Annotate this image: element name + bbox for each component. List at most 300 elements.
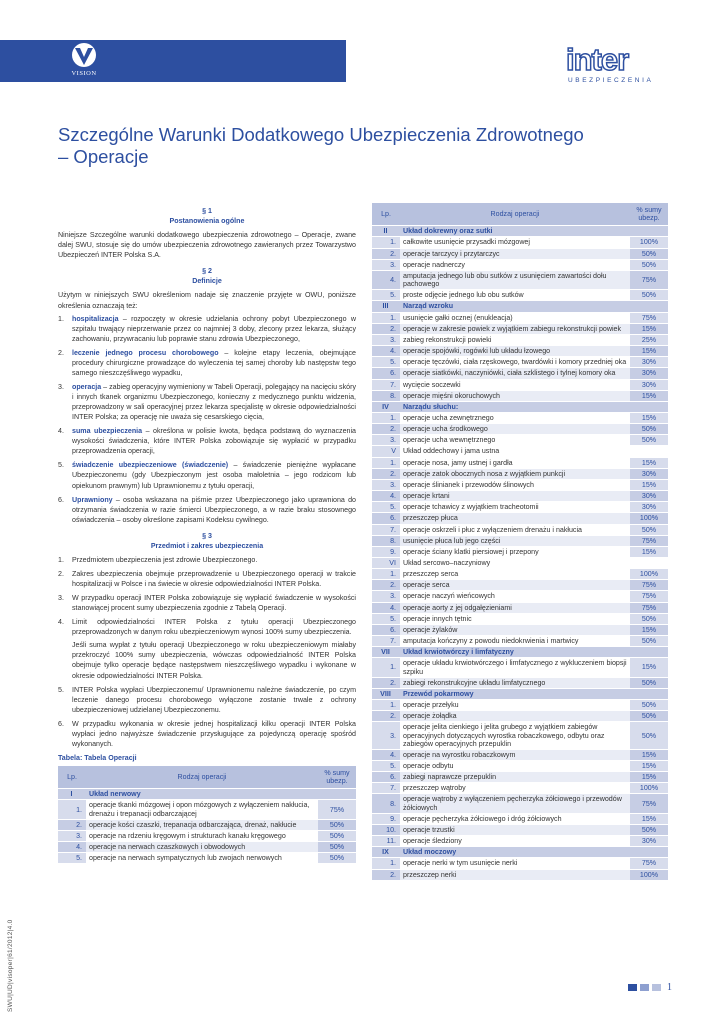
group-number: IV bbox=[372, 401, 400, 412]
operation-name: operacje na rdzeniu kręgowym i strukturach kanału kręgowego bbox=[86, 830, 318, 841]
table-group-row bbox=[372, 847, 668, 858]
definition-text: – określona w polisie kwota, będąca podstawą do wyznaczenia wysokości świadczenia, które INTER Polska zobowiązuje się wypłacić w przypadku przeprowadzenia operacji, bbox=[72, 427, 356, 456]
operation-percent: 75% bbox=[630, 270, 668, 289]
table-row bbox=[372, 569, 668, 580]
operation-name: operacje śledziony bbox=[400, 836, 630, 847]
scope-list bbox=[58, 555, 356, 749]
operation-name: operacje żołądka bbox=[400, 711, 630, 722]
section-1-title: Postanowienia ogólne bbox=[169, 217, 245, 226]
operation-name: amputacja jednego lub obu sutków z usunięciem zawartości dołu pachowego bbox=[400, 270, 630, 289]
row-number: 4. bbox=[372, 749, 400, 760]
row-number: 7. bbox=[372, 379, 400, 390]
item-number: 6. bbox=[58, 719, 64, 728]
scope-text: Zakres ubezpieczenia obejmuje przeprowadzenie u Ubezpieczonego operacji w trakcie hospitalizacji w Polsce i na świecie w okresie odpowiedzialności INTER Polska. bbox=[72, 569, 356, 588]
table-row bbox=[372, 636, 668, 647]
subgroup-name: Układ oddechowy i jama ustna bbox=[400, 446, 668, 457]
operation-name: operacje ucha zewnętrznego bbox=[400, 412, 630, 423]
group-name: Narząd wzroku bbox=[400, 301, 668, 312]
group-number: I bbox=[58, 789, 86, 800]
operation-percent: 25% bbox=[630, 334, 668, 345]
table-group-row bbox=[372, 301, 668, 312]
table-row bbox=[58, 800, 356, 819]
table-row bbox=[372, 824, 668, 835]
row-number: 4. bbox=[372, 491, 400, 502]
definition-text: – świadczenie pieniężne wypłacane Ubezpieczonemu (gdy Ubezpieczonym jest osoba małoletnia – jego rodzicom lub opiekunom prawnym) lub Uprawnionemu z tytułu operacji, bbox=[72, 461, 356, 490]
row-number: 1. bbox=[372, 658, 400, 677]
scope-item bbox=[58, 555, 356, 565]
row-number: 6. bbox=[372, 513, 400, 524]
table-row bbox=[372, 760, 668, 771]
operation-name: operacje naczyń wieńcowych bbox=[400, 591, 630, 602]
definition-item bbox=[58, 426, 356, 456]
item-number: 1. bbox=[58, 555, 64, 564]
operation-percent: 75% bbox=[630, 794, 668, 813]
row-number: 6. bbox=[372, 368, 400, 379]
operation-percent: 75% bbox=[630, 858, 668, 869]
table-row bbox=[372, 457, 668, 468]
table-row bbox=[372, 602, 668, 613]
row-number: 7. bbox=[372, 524, 400, 535]
row-number: 7. bbox=[372, 783, 400, 794]
table-row bbox=[372, 368, 668, 379]
operation-percent: 100% bbox=[630, 869, 668, 880]
scope-item bbox=[58, 685, 356, 715]
operation-name: operacje tchawicy z wyjątkiem tracheotomii bbox=[400, 502, 630, 513]
table-row bbox=[372, 524, 668, 535]
row-number: 3. bbox=[372, 479, 400, 490]
right-column bbox=[372, 203, 668, 881]
operation-percent: 75% bbox=[630, 312, 668, 323]
definition-item bbox=[58, 348, 356, 378]
operation-percent: 100% bbox=[630, 513, 668, 524]
row-number: 8. bbox=[372, 390, 400, 401]
item-number: 4. bbox=[58, 427, 64, 436]
operation-percent: 15% bbox=[630, 546, 668, 557]
row-number: 5. bbox=[372, 760, 400, 771]
table-row bbox=[372, 869, 668, 880]
operation-percent: 75% bbox=[630, 535, 668, 546]
operation-name: operacje żylaków bbox=[400, 624, 630, 635]
definition-text: – rozpoczęty w okresie udzielania ochrony pobyt Ubezpieczonego w szpitalu trwający nieprzerwanie przez co najmniej 3 doby, zlecony przez lekarza, służący zachowaniu, przywracaniu lub poprawie stanu zdrowia Ubezpieczonego, bbox=[72, 314, 356, 343]
section-2-intro: Użytym w niniejszych SWU określeniom nadaje się znaczenie przyjęte w OWU, poniższe określenia oznaczają też: bbox=[58, 291, 356, 310]
operation-percent: 15% bbox=[630, 813, 668, 824]
operation-percent: 15% bbox=[630, 772, 668, 783]
operation-name: usunięcie płuca lub jego części bbox=[400, 535, 630, 546]
row-number: 2. bbox=[372, 424, 400, 435]
table-row bbox=[372, 435, 668, 446]
operation-name: amputacja kończyny z powodu niedokrwienia i martwicy bbox=[400, 636, 630, 647]
col-lp: Lp. bbox=[372, 203, 400, 226]
operation-name: zabiegi rekonstrukcyjne układu limfatycznego bbox=[400, 677, 630, 688]
operation-percent: 50% bbox=[630, 711, 668, 722]
operation-name: operacje aorty z jej odgałęzieniami bbox=[400, 602, 630, 613]
table-subgroup-row bbox=[372, 446, 668, 457]
table-row bbox=[58, 819, 356, 830]
table-row bbox=[372, 658, 668, 677]
row-number: 1. bbox=[372, 412, 400, 423]
row-number: 10. bbox=[372, 824, 400, 835]
operation-percent: 15% bbox=[630, 658, 668, 677]
definition-term: Uprawniony bbox=[72, 495, 113, 504]
operation-name: operacje zatok obocznych nosa z wyjątkiem punkcji bbox=[400, 468, 630, 479]
title-line-2: – Operacje bbox=[58, 146, 149, 168]
definition-item bbox=[58, 495, 356, 525]
group-number: VIII bbox=[372, 688, 400, 699]
footer-square-3 bbox=[652, 984, 661, 991]
table-row bbox=[372, 624, 668, 635]
row-number: 3. bbox=[372, 435, 400, 446]
table-row bbox=[372, 591, 668, 602]
scope-item bbox=[58, 569, 356, 589]
col-pct: % sumy ubezp. bbox=[318, 766, 356, 789]
operation-percent: 30% bbox=[630, 368, 668, 379]
operation-percent: 75% bbox=[630, 580, 668, 591]
operation-name: przeszczep wątroby bbox=[400, 783, 630, 794]
table-row bbox=[372, 783, 668, 794]
inter-logo bbox=[566, 44, 668, 84]
table-row bbox=[372, 794, 668, 813]
operation-name: operacje trzustki bbox=[400, 824, 630, 835]
definition-term: suma ubezpieczenia bbox=[72, 427, 143, 436]
group-number: II bbox=[372, 226, 400, 237]
scope-text: Limit odpowiedzialności INTER Polska z tytułu operacji Ubezpieczonego przeprowadzonych w danym roku ubezpieczeniowym wynosi 100% sumy ubezpieczenia. bbox=[72, 618, 356, 637]
operation-percent: 50% bbox=[630, 290, 668, 301]
row-number: 8. bbox=[372, 535, 400, 546]
scope-item bbox=[58, 617, 356, 680]
scope-text: W przypadku operacji INTER Polska zobowiązuje się wypłacić świadczenie w wysokości stanowiącej procent sumy ubezpieczenia zgodnie z Tabelą Operacji. bbox=[72, 594, 356, 613]
col-name: Rodzaj operacji bbox=[86, 766, 318, 789]
operation-name: operacje przełyku bbox=[400, 700, 630, 711]
operation-name: operacje oskrzeli i płuc z wyłączeniem drenażu i nakłucia bbox=[400, 524, 630, 535]
table-row bbox=[372, 479, 668, 490]
row-number: 3. bbox=[372, 259, 400, 270]
operation-name: operacje serca bbox=[400, 580, 630, 591]
row-number: 4. bbox=[372, 346, 400, 357]
operation-name: operacje ucha wewnętrznego bbox=[400, 435, 630, 446]
table-group-row bbox=[58, 789, 356, 800]
subgroup-name: Układ sercowo–naczyniowy bbox=[400, 558, 668, 569]
section-1-number: § 1 bbox=[202, 207, 212, 215]
definition-text: – kolejne etapy leczenia, obejmujące procedury chirurgiczne prowadzące do wyleczenia tej samej choroby lub następstw tego samego nieszczęśliwego wypadku, bbox=[72, 348, 356, 377]
footer-square-2 bbox=[640, 984, 649, 991]
operation-percent: 75% bbox=[630, 591, 668, 602]
row-number: 1. bbox=[372, 312, 400, 323]
definition-term: hospitalizacja bbox=[72, 314, 119, 323]
row-number: 3. bbox=[372, 334, 400, 345]
table-row bbox=[372, 836, 668, 847]
operation-name: operacje krtani bbox=[400, 491, 630, 502]
table-row bbox=[372, 290, 668, 301]
row-number: 2. bbox=[372, 468, 400, 479]
section-3-number: § 3 bbox=[202, 531, 212, 540]
operations-table-right bbox=[372, 203, 668, 881]
row-number: 3. bbox=[58, 830, 86, 841]
operation-name: operacje nerki w tym usunięcie nerki bbox=[400, 858, 630, 869]
group-number: III bbox=[372, 301, 400, 312]
item-number: 4. bbox=[58, 618, 64, 627]
operation-name: proste odjęcie jednego lub obu sutków bbox=[400, 290, 630, 301]
col-name: Rodzaj operacji bbox=[400, 203, 630, 226]
row-number: 4. bbox=[372, 602, 400, 613]
operation-name: operacje wątroby z wyłączeniem pęcherzyka żółciowego i przewodów żółciowych bbox=[400, 794, 630, 813]
table-row bbox=[372, 259, 668, 270]
scope-text: W przypadku wykonania w okresie jednej hospitalizacji kilku operacji INTER Polska wypłaci jedno najwyższe świadczenie przysługujące za pojedynczą operację spośród wykonanych. bbox=[72, 719, 356, 748]
left-column bbox=[58, 200, 356, 864]
operation-name: operacje mięśni okoruchowych bbox=[400, 390, 630, 401]
operation-percent: 50% bbox=[318, 830, 356, 841]
table-row bbox=[372, 613, 668, 624]
table-row bbox=[372, 491, 668, 502]
table-row bbox=[58, 853, 356, 864]
table-row bbox=[372, 580, 668, 591]
table-group-row bbox=[372, 226, 668, 237]
section-1-text: Niniejsze Szczególne warunki dodatkowego ubezpieczenia zdrowotnego – Operacje, zwane dalej SWU, stosuje się do umów ubezpieczenia zdrowotnego zawieranych przez Towarzystwo Ubezpieczeń INTER Polska S.A. bbox=[58, 231, 356, 260]
operation-percent: 100% bbox=[630, 783, 668, 794]
operation-name: operacje ślinianek i przewodów ślinowych bbox=[400, 479, 630, 490]
item-number: 2. bbox=[58, 569, 64, 578]
row-number: 11. bbox=[372, 836, 400, 847]
table-row bbox=[372, 722, 668, 749]
item-number: 1. bbox=[58, 314, 64, 323]
operation-percent: 15% bbox=[630, 346, 668, 357]
page-number: 1 bbox=[667, 982, 672, 993]
title-line-1: Szczególne Warunki Dodatkowego Ubezpieczenia Zdrowotnego bbox=[58, 124, 584, 145]
operation-name: operacje w zakresie powiek z wyjątkiem zabiegu rekonstrukcji powiek bbox=[400, 323, 630, 334]
table-row bbox=[372, 334, 668, 345]
table-row bbox=[372, 858, 668, 869]
operations-table-left bbox=[58, 766, 356, 864]
item-number: 5. bbox=[58, 461, 64, 470]
table-row bbox=[372, 424, 668, 435]
operation-name: operacje siatkówki, naczyniówki, ciała szklistego i tylnej komory oka bbox=[400, 368, 630, 379]
table-group-row bbox=[372, 401, 668, 412]
operation-percent: 15% bbox=[630, 390, 668, 401]
row-number: 5. bbox=[372, 502, 400, 513]
operation-percent: 30% bbox=[630, 468, 668, 479]
definition-text: – zabieg operacyjny wymieniony w Tabeli Operacji, polegający na nacięciu skóry i innych tkanek organizmu Ubezpieczonego, konieczny z medycznego punktu widzenia, przeprowadzony w sali operacyjnej przez lekarza specjalistę w okresie odpowiedzialności INTER Polska; za operację nie uważa się cesarskiego cięcia, bbox=[72, 382, 356, 422]
table-row bbox=[372, 346, 668, 357]
operation-name: operacje tęczówki, ciała rzęskowego, twardówki i komory przedniej oka bbox=[400, 357, 630, 368]
table-row bbox=[372, 379, 668, 390]
item-number: 2. bbox=[58, 348, 64, 357]
row-number: 5. bbox=[372, 613, 400, 624]
table-subgroup-row bbox=[372, 558, 668, 569]
page-title bbox=[58, 124, 658, 168]
operation-percent: 50% bbox=[630, 424, 668, 435]
operation-percent: 15% bbox=[630, 412, 668, 423]
row-number: 1. bbox=[372, 237, 400, 248]
section-2-title: Definicje bbox=[192, 277, 222, 286]
scope-item bbox=[58, 593, 356, 613]
definition-text: – osoba wskazana na piśmie przez Ubezpieczonego jako uprawniona do otrzymania świadczenia w razie śmierci Ubezpieczonego, a w razie braku stosownego oświadczenia – osoby określone zapisami Kodeksu cywilnego. bbox=[72, 495, 356, 524]
row-number: 6. bbox=[372, 624, 400, 635]
operation-name: operacje na nerwach czaszkowych i obwodowych bbox=[86, 842, 318, 853]
row-number: 9. bbox=[372, 813, 400, 824]
row-number: 8. bbox=[372, 794, 400, 813]
table-row bbox=[372, 711, 668, 722]
table-row bbox=[372, 749, 668, 760]
operation-percent: 50% bbox=[630, 722, 668, 749]
operation-name: operacje na nerwach sympatycznych lub zwojach nerwowych bbox=[86, 853, 318, 864]
row-number: 6. bbox=[372, 772, 400, 783]
operation-percent: 30% bbox=[630, 502, 668, 513]
header-banner bbox=[0, 40, 346, 82]
operation-percent: 30% bbox=[630, 379, 668, 390]
row-number: 5. bbox=[372, 290, 400, 301]
operation-name: operacje na wyrostku robaczkowym bbox=[400, 749, 630, 760]
operation-percent: 50% bbox=[630, 613, 668, 624]
operation-percent: 15% bbox=[630, 457, 668, 468]
scope-extra-text: Jeśli suma wypłat z tytułu operacji Ubezpieczonego w roku ubezpieczeniowym miałaby przekroczyć 100% sumy ubezpieczenia, wówczas odpowiedzialność INTER Polska obejmuje tylko operacje będące następstwem nieszczęśliwego wypadku i wykonane w okresie odpowiedzialności INTER Polska. bbox=[72, 641, 356, 680]
operation-percent: 75% bbox=[318, 800, 356, 819]
operation-name: usunięcie gałki ocznej (enukleacja) bbox=[400, 312, 630, 323]
row-number: 9. bbox=[372, 546, 400, 557]
row-number: 1. bbox=[372, 569, 400, 580]
row-number: 2. bbox=[372, 248, 400, 259]
operation-percent: 15% bbox=[630, 760, 668, 771]
scope-item bbox=[58, 719, 356, 749]
operation-name: przeszczep nerki bbox=[400, 869, 630, 880]
row-number: 4. bbox=[58, 842, 86, 853]
operation-name: operacje nosa, jamy ustnej i gardła bbox=[400, 457, 630, 468]
table-row bbox=[58, 830, 356, 841]
operation-name: zabieg rekonstrukcji powieki bbox=[400, 334, 630, 345]
group-name: Układ nerwowy bbox=[86, 789, 356, 800]
operation-name: operacje spojówki, rogówki lub układu łzowego bbox=[400, 346, 630, 357]
table-row bbox=[372, 502, 668, 513]
table-row bbox=[372, 513, 668, 524]
operation-name: operacje nadnerczy bbox=[400, 259, 630, 270]
table-caption: Tabela: Tabela Operacji bbox=[58, 753, 137, 762]
definition-item bbox=[58, 382, 356, 422]
operation-percent: 30% bbox=[630, 491, 668, 502]
scope-text: INTER Polska wypłaci Ubezpieczonemu/ Uprawnionemu należne świadczenie, po czym leczenie danego procesu chorobowego wyłączone zostanie trwale z ochrony ubezpieczeniowej udzielanej Ubezpieczonemu. bbox=[72, 685, 356, 714]
table-row bbox=[372, 390, 668, 401]
footer-square-1 bbox=[628, 984, 637, 991]
operation-name: operacje tkanki mózgowej i opon mózgowych z wyłączeniem nakłucia, drenażu i trepanacji odbarczającej bbox=[86, 800, 318, 819]
operation-percent: 75% bbox=[630, 602, 668, 613]
operation-name: operacje ucha środkowego bbox=[400, 424, 630, 435]
operation-percent: 50% bbox=[630, 259, 668, 270]
definition-term: operacja bbox=[72, 382, 102, 391]
row-number: 1. bbox=[372, 457, 400, 468]
table-row bbox=[372, 237, 668, 248]
table-row bbox=[372, 270, 668, 289]
operation-percent: 15% bbox=[630, 323, 668, 334]
row-number: 4. bbox=[372, 270, 400, 289]
row-number: 1. bbox=[58, 800, 86, 819]
document-code: SWU|UD|visoper|61/2012|4.0 bbox=[7, 919, 14, 1012]
group-number: IX bbox=[372, 847, 400, 858]
item-number: 5. bbox=[58, 685, 64, 694]
operation-percent: 50% bbox=[630, 700, 668, 711]
operation-percent: 15% bbox=[630, 479, 668, 490]
operation-percent: 15% bbox=[630, 749, 668, 760]
inter-subtitle: UBEZPIECZENIA bbox=[568, 77, 654, 84]
operation-percent: 30% bbox=[630, 836, 668, 847]
operation-percent: 50% bbox=[630, 248, 668, 259]
row-number: 3. bbox=[372, 591, 400, 602]
table-row bbox=[58, 842, 356, 853]
definition-item bbox=[58, 314, 356, 344]
group-name: Przewód pokarmowy bbox=[400, 688, 668, 699]
operation-percent: 50% bbox=[630, 524, 668, 535]
operation-percent: 50% bbox=[630, 435, 668, 446]
row-number: 1. bbox=[372, 700, 400, 711]
row-number: 5. bbox=[58, 853, 86, 864]
operation-name: całkowite usunięcie przysadki mózgowej bbox=[400, 237, 630, 248]
item-number: 6. bbox=[58, 495, 64, 504]
vision-emblem-icon bbox=[69, 42, 99, 68]
definition-term: leczenie jednego procesu chorobowego bbox=[72, 348, 219, 357]
vision-logo bbox=[64, 42, 104, 80]
subgroup-number: V bbox=[372, 446, 400, 457]
table-row bbox=[372, 323, 668, 334]
scope-text: Przedmiotem ubezpieczenia jest zdrowie Ubezpieczonego. bbox=[72, 555, 258, 564]
section-3-title: Przedmiot i zakres ubezpieczenia bbox=[150, 541, 264, 550]
operation-name: wycięcie soczewki bbox=[400, 379, 630, 390]
col-pct: % sumy ubezp. bbox=[630, 203, 668, 226]
table-row bbox=[372, 412, 668, 423]
operation-percent: 30% bbox=[630, 357, 668, 368]
operation-percent: 50% bbox=[630, 677, 668, 688]
operation-percent: 50% bbox=[630, 636, 668, 647]
group-number: VII bbox=[372, 647, 400, 658]
row-number: 7. bbox=[372, 636, 400, 647]
table-row bbox=[372, 813, 668, 824]
operation-percent: 100% bbox=[630, 237, 668, 248]
table-row bbox=[372, 248, 668, 259]
operation-percent: 50% bbox=[318, 819, 356, 830]
row-number: 2. bbox=[58, 819, 86, 830]
group-name: Układ dokrewny oraz sutki bbox=[400, 226, 668, 237]
operation-percent: 50% bbox=[318, 842, 356, 853]
operation-name: operacje pęcherzyka żółciowego i dróg żółciowych bbox=[400, 813, 630, 824]
operation-name: operacje ściany klatki piersiowej i przepony bbox=[400, 546, 630, 557]
group-name: Układ krwiotwórczy i limfatyczny bbox=[400, 647, 668, 658]
operation-name: operacje układu krwiotwórczego i limfatycznego z wykluczeniem biopsji szpiku bbox=[400, 658, 630, 677]
table-group-row bbox=[372, 647, 668, 658]
row-number: 2. bbox=[372, 323, 400, 334]
operation-percent: 100% bbox=[630, 569, 668, 580]
table-row bbox=[372, 772, 668, 783]
table-group-row bbox=[372, 688, 668, 699]
row-number: 5. bbox=[372, 357, 400, 368]
table-row bbox=[372, 546, 668, 557]
row-number: 2. bbox=[372, 869, 400, 880]
table-row bbox=[372, 535, 668, 546]
operation-percent: 50% bbox=[318, 853, 356, 864]
table-row bbox=[372, 468, 668, 479]
definition-item bbox=[58, 460, 356, 490]
operation-name: zabiegi naprawcze przepuklin bbox=[400, 772, 630, 783]
group-name: Narządu słuchu: bbox=[400, 401, 668, 412]
group-name: Układ moczowy bbox=[400, 847, 668, 858]
table-row bbox=[372, 312, 668, 323]
row-number: 1. bbox=[372, 858, 400, 869]
subgroup-number: VI bbox=[372, 558, 400, 569]
operation-percent: 50% bbox=[630, 824, 668, 835]
table-row bbox=[372, 677, 668, 688]
operation-name: operacje odbytu bbox=[400, 760, 630, 771]
table-row bbox=[372, 357, 668, 368]
operation-name: operacje kości czaszki, trepanacja odbarczająca, drenaż, nakłucie bbox=[86, 819, 318, 830]
item-number: 3. bbox=[58, 382, 64, 391]
inter-wordmark: inter bbox=[566, 42, 629, 77]
row-number: 2. bbox=[372, 580, 400, 591]
operation-name: operacje innych tętnic bbox=[400, 613, 630, 624]
operation-name: przeszczep serca bbox=[400, 569, 630, 580]
